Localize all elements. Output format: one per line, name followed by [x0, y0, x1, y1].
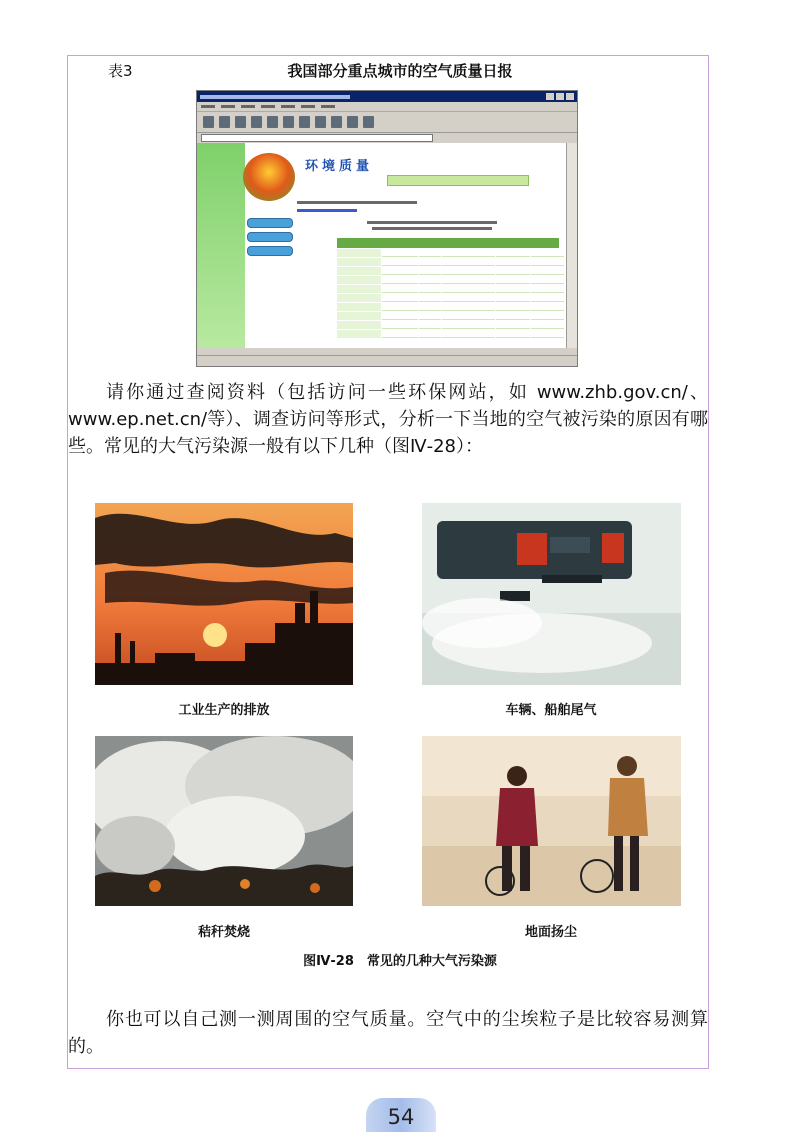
table-row: [337, 258, 559, 266]
closing-paragraph: 你也可以自己测一测周围的空气质量。空气中的尘埃粒子是比较容易测算的。: [68, 1009, 708, 1057]
website-green-bar: [387, 175, 529, 186]
minimize-icon: [546, 93, 554, 100]
website-title: 环境质量: [305, 159, 374, 174]
figure-caption-4: 地面扬尘: [524, 925, 577, 940]
website-nav-button: [247, 218, 293, 228]
website-info-line: [372, 227, 492, 230]
ground-dust-photo: [422, 736, 681, 906]
straw-burning-photo: [95, 736, 353, 906]
air-quality-data-table: [337, 238, 559, 339]
website-logo-icon: [243, 153, 295, 201]
website-info-link: [297, 209, 357, 212]
table-row: [337, 312, 559, 320]
website-content: [197, 143, 569, 348]
table-row: [337, 285, 559, 293]
page-number: 54: [366, 1098, 436, 1132]
air-quality-website-screenshot: [196, 90, 578, 367]
website-nav-button: [247, 232, 293, 242]
browser-scrollbar: [566, 143, 577, 348]
figure-caption-3: 秸秆焚烧: [197, 925, 250, 940]
table-header-row: [337, 238, 559, 248]
table-label: 表3: [108, 62, 133, 80]
table-row: [337, 330, 559, 338]
close-icon: [566, 93, 574, 100]
browser-titlebar: [197, 91, 577, 102]
factory-smoke-photo: [95, 503, 353, 685]
table-row: [337, 303, 559, 311]
figure-title: 图Ⅳ-28 常见的几种大气污染源: [303, 954, 497, 969]
browser-statusbar: [197, 355, 577, 366]
intro-paragraph: 请你通过查阅资料（包括访问一些环保网站，如 www.zhb.gov.cn/、www.ep.net.cn/等）、调查访问等形式，分析一下当地的空气被污染的原因有哪些。常见的大气污染源一般有以下几种（图Ⅳ-28）：: [68, 382, 708, 457]
table-row: [337, 249, 559, 257]
browser-menubar: [197, 102, 577, 112]
figure-caption-2: 车辆、船舶尾气: [505, 703, 597, 718]
table-title: 我国部分重点城市的空气质量日报: [287, 62, 513, 80]
maximize-icon: [556, 93, 564, 100]
table-row: [337, 294, 559, 302]
website-info-line: [297, 201, 417, 204]
table-row: [337, 321, 559, 329]
website-nav-button: [247, 246, 293, 256]
website-left-panel: [197, 143, 245, 348]
website-info-line: [367, 221, 497, 224]
table-row: [337, 276, 559, 284]
figure-caption-1: 工业生产的排放: [178, 703, 270, 718]
vehicle-exhaust-photo: [422, 503, 681, 685]
browser-toolbar: [197, 112, 577, 133]
table-row: [337, 267, 559, 275]
